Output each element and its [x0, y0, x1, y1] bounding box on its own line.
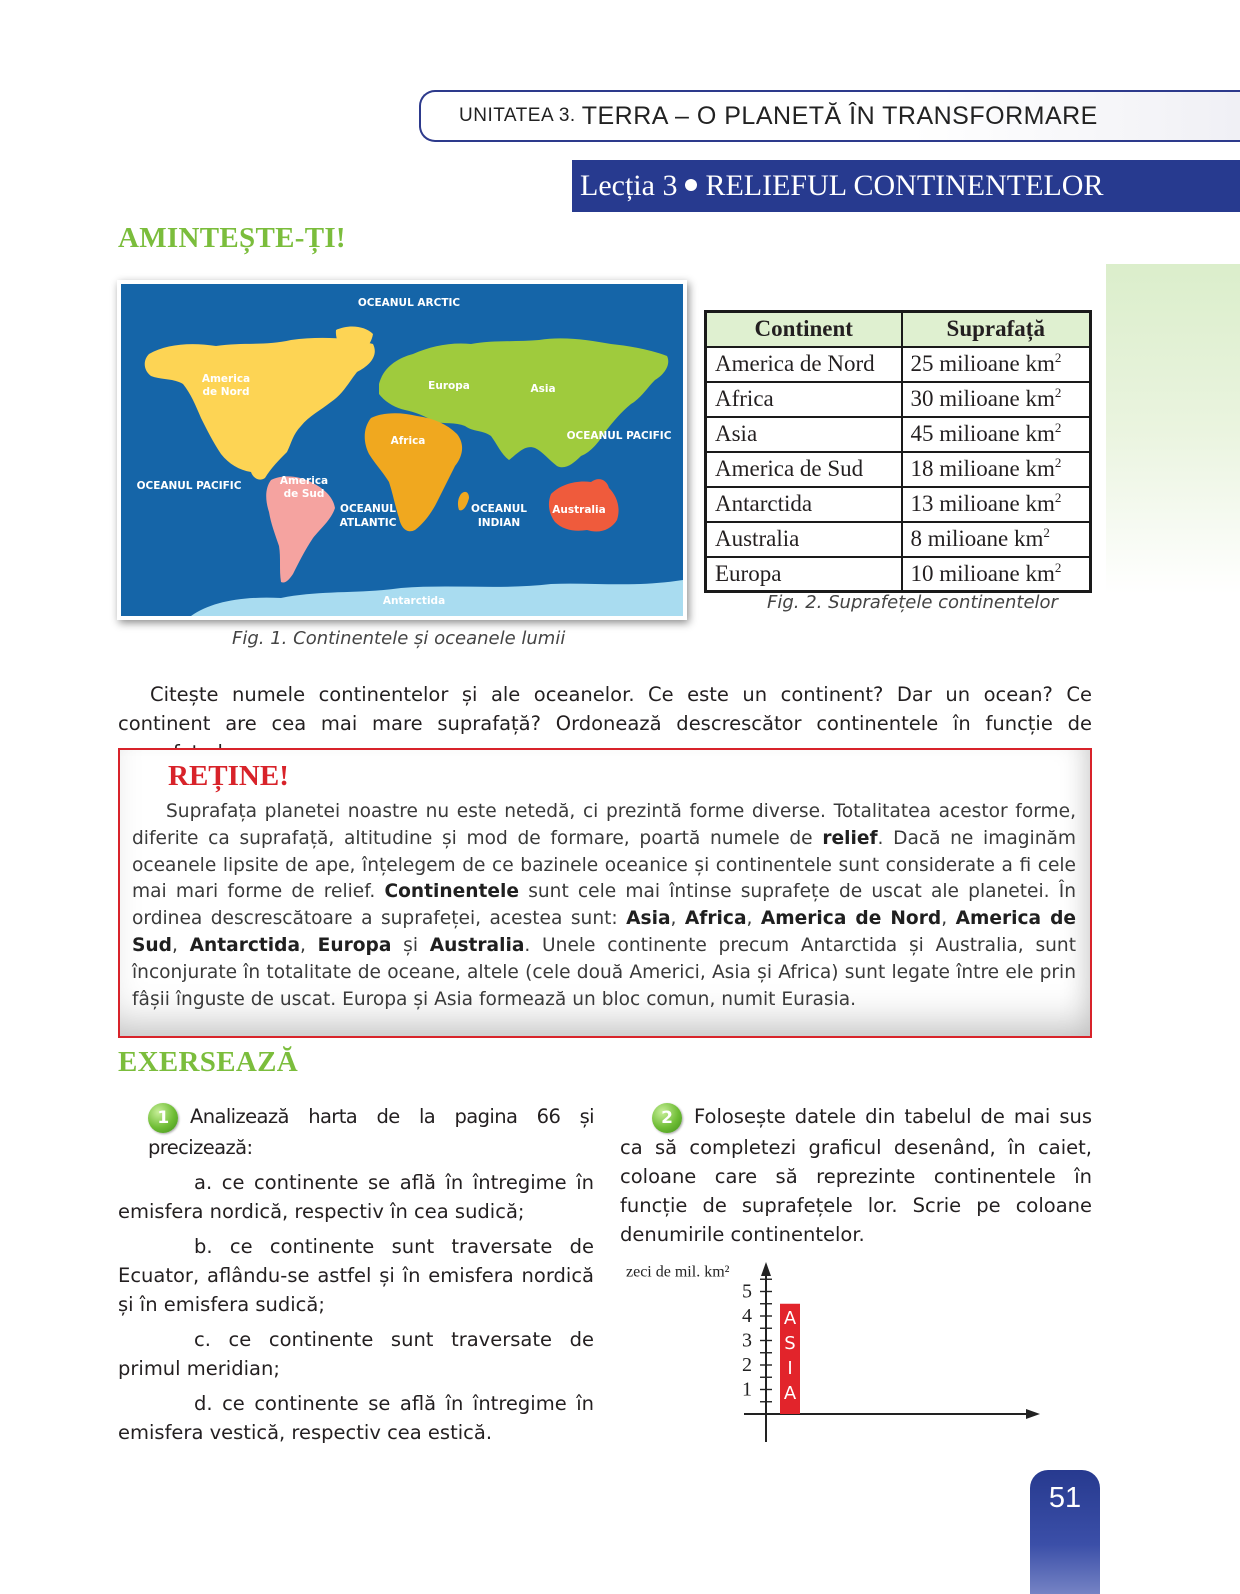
table-header-continent: Continent — [706, 312, 902, 347]
area-value: 8 — [910, 526, 922, 551]
retine-text-part: . Unele continente precum Antarctida și Australia, sunt înconjurate în totalitate de oceane, altele (cele două Americi, Asia și Africa) sunt legate între ele prin fâșii înguste de uscat. Europa și Asia formează un bloc comun, numit Eurasia. — [132, 934, 1077, 1010]
table-caption: Fig. 2. Suprafețele continentelor — [767, 592, 1058, 613]
continent-area-table — [704, 310, 1092, 593]
table-cell-area — [902, 557, 1091, 592]
exercise-1-item-d: d. ce continente se află în întregime în emisfera vestică, respectiv cea estică. — [118, 1391, 594, 1444]
label-north-america-1: America — [201, 373, 251, 385]
world-map-svg — [121, 284, 683, 616]
label-arctic-ocean: OCEANUL ARCTIC — [357, 297, 461, 309]
area-value: 25 — [910, 351, 934, 376]
y-tick-label: 4 — [742, 1305, 752, 1327]
area-unit: milioane km — [933, 560, 1055, 586]
area-value: 30 — [910, 386, 934, 411]
retine-text — [132, 799, 1076, 1013]
world-map — [117, 280, 687, 620]
section-title-amintestete: AMINTEȘTE-ȚI! — [118, 222, 346, 254]
table-cell-area — [902, 382, 1091, 417]
table-cell-continent: Europa — [706, 557, 902, 592]
table-header-row — [706, 312, 1091, 347]
table-row — [706, 382, 1091, 417]
table-cell-continent: Antarctida — [706, 487, 902, 522]
y-tick-label: 5 — [742, 1280, 752, 1303]
label-indian-ocean-1: OCEANUL — [471, 503, 527, 515]
term-asia: Asia — [626, 908, 671, 930]
bar-letter: A — [783, 1382, 797, 1404]
lesson-label: Lecția 3 — [580, 169, 678, 202]
area-unit-power: 2 — [1054, 420, 1062, 435]
area-unit-power: 2 — [1054, 559, 1062, 575]
y-tick-label: 2 — [742, 1354, 752, 1376]
retine-text-part: Suprafața planetei noastre nu este netedă, ci prezintă forme diverse. Totalitatea acestor forme, diferite ca suprafață, altitudine și mod de formare, poartă numele de — [132, 801, 1076, 849]
exercise-1-intro-line — [148, 1102, 594, 1162]
unit-header — [419, 90, 1240, 142]
area-unit: milioane km — [922, 526, 1044, 551]
section-title-exerseaza: EXERSEAZĂ — [118, 1046, 298, 1078]
exercise-1-item-a: a. ce continente se află în întregime în emisfera nordică, respectiv în cea sudică; — [118, 1170, 594, 1223]
map-caption: Fig. 1. Continentele și oceanele lumii — [232, 628, 566, 649]
separator: , — [941, 908, 956, 930]
area-bar-chart — [620, 1262, 1080, 1472]
area-value: 13 — [910, 491, 934, 516]
term-continentele: Continentele — [384, 881, 520, 903]
x-axis-arrow-icon — [1026, 1409, 1040, 1419]
separator: și — [391, 934, 430, 956]
term-relief: relief — [822, 827, 878, 849]
side-decoration — [1106, 264, 1240, 594]
label-antarctica: Antarctida — [382, 595, 446, 607]
exercise-1-item-c: c. ce continente sunt traversate de primul meridian; — [118, 1327, 594, 1380]
table-body — [706, 347, 1091, 592]
unit-prefix: UNITATEA 3. — [459, 105, 576, 126]
separator: , — [171, 934, 190, 956]
table-row — [706, 452, 1091, 487]
label-indian-ocean-2: INDIAN — [477, 517, 521, 529]
exercise-1-item-b: b. ce continente sunt traversate de Ecuator, aflându-se astfel și în emisfera nordică și în emisfera sudică; — [118, 1234, 594, 1316]
area-unit-power: 2 — [1054, 385, 1062, 400]
label-africa: Africa — [390, 435, 426, 447]
retine-text-part: sunt cele mai întinse suprafețe de uscat ale planetei. În ordinea descrescătoare a suprafeței, acestea sunt: — [132, 881, 1076, 930]
bar-letter: I — [787, 1357, 793, 1379]
exercise-1-intro: Analizează harta de la pagina 66 și precizează: — [148, 1105, 594, 1159]
table-cell-area — [902, 522, 1091, 557]
term-america-de-sud: America de Sud — [132, 908, 1077, 956]
term-australia: Australia — [429, 934, 525, 956]
exercise-number-1-icon: 1 — [148, 1103, 178, 1133]
table-cell-continent: Africa — [706, 382, 902, 417]
y-axis-label: zeci de mil. km² — [626, 1263, 730, 1281]
area-unit: milioane km — [933, 351, 1055, 376]
table-cell-area — [902, 347, 1091, 382]
table-row — [706, 557, 1091, 592]
y-tick-label: 3 — [742, 1329, 752, 1352]
area-unit-power: 2 — [1054, 455, 1062, 470]
chart-svg — [620, 1262, 1080, 1472]
bullet-dot-icon — [685, 179, 697, 191]
exercise-1 — [118, 1102, 594, 1453]
retine-text-part: . Dacă ne imaginăm oceanele lipsite de ape, înțelegem de ce bazinele oceanice și continentele sunt considerate a fi cele mai mari forme de relief. — [132, 827, 1076, 903]
exercise-2 — [620, 1102, 1092, 1249]
exercise-2-text: Folosește datele din tabelul de mai sus ca să completezi graficul desenând, în caiet, coloane care să reprezinte continentele în funcție de suprafețele lor. Scrie pe coloane denumirile continentelor. — [620, 1105, 1092, 1246]
area-unit: milioane km — [933, 491, 1055, 516]
y-axis-arrow-icon — [761, 1262, 771, 1276]
bar-letter: S — [784, 1332, 796, 1354]
area-unit-power: 2 — [1054, 350, 1062, 365]
lesson-bar — [572, 160, 1240, 212]
exercise-number-2-icon: 2 — [652, 1103, 682, 1133]
term-europa: Europa — [317, 934, 392, 956]
separator: , — [300, 934, 318, 956]
label-north-america-2: de Nord — [202, 386, 250, 398]
term-africa: Africa — [684, 908, 747, 930]
label-australia: Australia — [552, 504, 606, 516]
area-unit: milioane km — [933, 386, 1055, 411]
area-unit-power: 2 — [1043, 525, 1050, 540]
area-value: 18 — [910, 456, 934, 481]
retine-box — [118, 748, 1092, 1038]
unit-title: TERRA – O PLANETĂ ÎN TRANSFORMARE — [581, 101, 1098, 130]
area-value: 10 — [910, 560, 934, 586]
label-pacific-ocean-east: OCEANUL PACIFIC — [566, 430, 672, 442]
table-header-area: Suprafață — [902, 312, 1091, 347]
table-cell-continent: Australia — [706, 522, 902, 557]
label-asia: Asia — [530, 383, 556, 395]
intro-paragraph: Citește numele continentelor și ale oceanelor. Ce este un continent? Dar un ocean? Ce continent are cea mai mare suprafață? Ordonează descrescător continentele în funcție de — [118, 683, 1092, 735]
table-row — [706, 417, 1091, 452]
label-atlantic-ocean-1: OCEANUL — [340, 503, 396, 515]
table-cell-continent: America de Nord — [706, 347, 902, 382]
separator: , — [746, 908, 761, 930]
term-america-de-nord: America de Nord — [760, 908, 942, 930]
table-row — [706, 487, 1091, 522]
label-south-america-1: America — [279, 475, 329, 487]
bar-letter: A — [783, 1307, 797, 1329]
table-cell-continent: Asia — [706, 417, 902, 452]
y-tick-label: 1 — [742, 1378, 752, 1401]
label-europe: Europa — [428, 380, 470, 392]
page-number-tab — [1030, 1470, 1100, 1594]
label-south-america-2: de Sud — [283, 488, 325, 500]
table-cell-area — [902, 487, 1091, 522]
retine-title: REȚINE! — [168, 760, 289, 792]
table-row — [706, 522, 1091, 557]
area-value: 45 — [910, 421, 934, 446]
table-row — [706, 347, 1091, 382]
area-unit: milioane km — [933, 456, 1055, 481]
table-cell-area — [902, 452, 1091, 487]
page-number: 51 — [1048, 1482, 1082, 1514]
table-cell-continent: America de Sud — [706, 452, 902, 487]
area-unit-power: 2 — [1054, 490, 1062, 505]
separator: , — [670, 908, 685, 930]
lesson-title: RELIEFUL CONTINENTELOR — [705, 169, 1104, 202]
area-unit: milioane km — [933, 421, 1055, 446]
label-atlantic-ocean-2: ATLANTIC — [339, 517, 397, 529]
label-pacific-ocean-west: OCEANUL PACIFIC — [136, 480, 242, 492]
term-antarctida: Antarctida — [189, 934, 300, 956]
table-cell-area — [902, 417, 1091, 452]
exercise-2-text-block — [620, 1102, 1092, 1249]
